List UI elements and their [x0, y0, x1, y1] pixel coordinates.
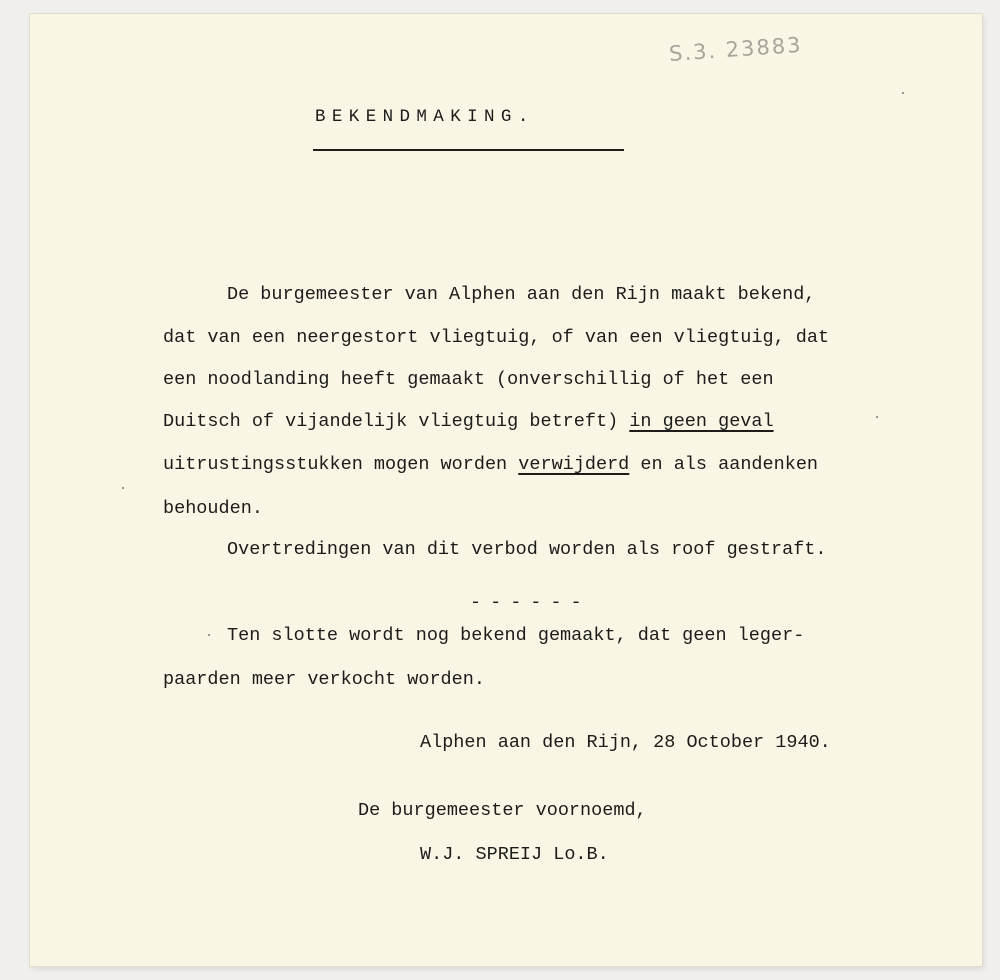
paragraph3-line1: Ten slotte wordt nog bekend gemaakt, dat geen leger- [227, 625, 805, 646]
paragraph2: Overtredingen van dit verbod worden als roof gestraft. [227, 539, 827, 560]
paragraph3-line2: paarden meer verkocht worden. [163, 669, 485, 690]
paragraph1-line2: dat van een neergestort vliegtuig, of van een vliegtuig, dat [163, 327, 830, 348]
paragraph1-line5-tail: en als aandenken [629, 454, 819, 475]
document-sheet [30, 14, 982, 966]
title-underline [313, 149, 624, 151]
paragraph1-line5-text: uitrustingsstukken mogen worden [163, 454, 519, 475]
section-separator: ------ [470, 592, 591, 613]
paper-speck [208, 634, 210, 636]
paragraph1-line3: een noodlanding heeft gemaakt (onverschillig of het een [163, 369, 774, 390]
paper-speck [902, 92, 904, 94]
paragraph1-line6: behouden. [163, 498, 263, 519]
paper-speck [876, 416, 878, 418]
archive-reference-pencil: S.3. 23883 [668, 32, 804, 66]
emphasis-in-geen-geval: in geen geval [629, 411, 774, 432]
signature-name: W.J. SPREIJ Lo.B. [420, 844, 609, 865]
place-and-date: Alphen aan den Rijn, 28 October 1940. [420, 732, 831, 753]
signature-title: De burgemeester voornoemd, [358, 800, 647, 821]
paragraph1-line1: De burgemeester van Alphen aan den Rijn maakt bekend, [227, 284, 816, 305]
paragraph1-line4-text: Duitsch of vijandelijk vliegtuig betreft) [163, 411, 630, 432]
paragraph1-line5 [163, 456, 818, 475]
emphasis-verwijderd: verwijderd [518, 454, 630, 475]
paragraph1-line4 [163, 413, 774, 432]
document-title: BEKENDMAKING. [315, 107, 535, 127]
paper-speck [122, 487, 124, 489]
